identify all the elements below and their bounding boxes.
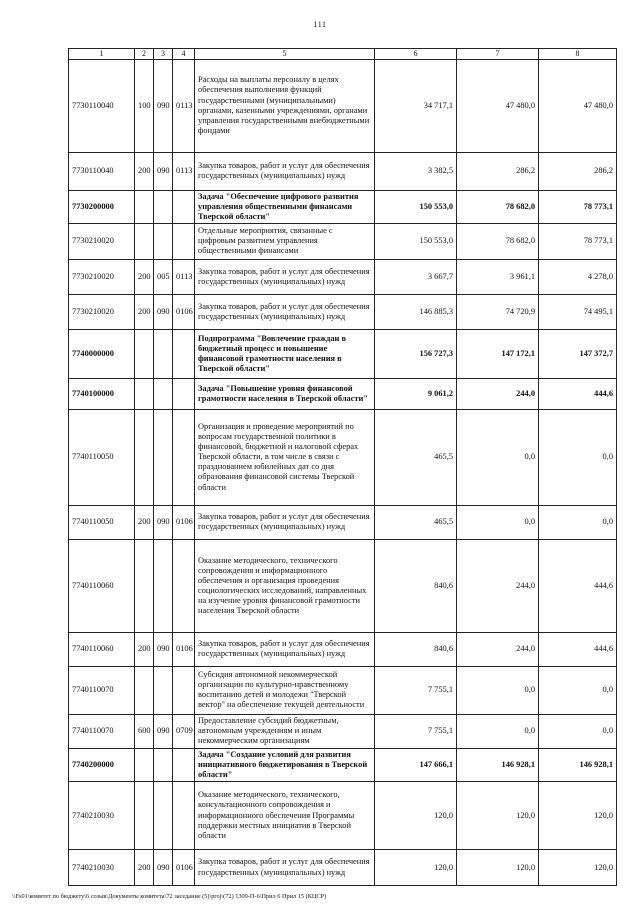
description-cell: Расходы на выплаты персоналу в целях обеспечения выполнения функций государственными (муниципальными) органами, казенными учреждениями, органами управления государственными внебюджетными фондами — [195, 59, 375, 152]
amount-year3-cell: 120,0 — [539, 782, 617, 850]
subsection-cell: 0113 — [173, 259, 195, 294]
section-cell — [154, 782, 173, 850]
subsection-cell — [173, 190, 195, 223]
amount-year2-cell: 3 961,1 — [457, 259, 539, 294]
budget-code-cell: 7730110040 — [69, 152, 135, 190]
amount-year1-cell: 465,5 — [375, 505, 457, 539]
expense-type-cell: 600 — [135, 714, 154, 748]
table-row — [69, 329, 617, 378]
amount-year3-cell: 78 773,1 — [539, 223, 617, 259]
description-cell: Закупка товаров, работ и услуг для обеспечения государственных (муниципальных) нужд — [195, 152, 375, 190]
amount-year3-cell: 286,2 — [539, 152, 617, 190]
section-cell — [154, 666, 173, 714]
description-cell: Закупка товаров, работ и услуг для обеспечения государственных (муниципальных) нужд — [195, 850, 375, 886]
table-row — [69, 505, 617, 539]
expense-type-cell — [135, 409, 154, 505]
section-cell: 005 — [154, 259, 173, 294]
expense-type-cell — [135, 378, 154, 409]
section-cell — [154, 748, 173, 781]
amount-year2-cell: 146 928,1 — [457, 748, 539, 781]
subsection-cell: 0709 — [173, 714, 195, 748]
section-cell: 090 — [154, 294, 173, 329]
budget-code-cell: 7740200000 — [69, 748, 135, 781]
section-cell — [154, 223, 173, 259]
amount-year1-cell: 465,5 — [375, 409, 457, 505]
section-cell — [154, 409, 173, 505]
column-header: 1 — [69, 49, 135, 60]
amount-year3-cell: 47 480,0 — [539, 59, 617, 152]
amount-year1-cell: 156 727,3 — [375, 329, 457, 378]
amount-year2-cell: 286,2 — [457, 152, 539, 190]
expense-type-cell: 200 — [135, 850, 154, 886]
amount-year2-cell: 0,0 — [457, 666, 539, 714]
expense-type-cell: 200 — [135, 152, 154, 190]
table-row — [69, 632, 617, 666]
amount-year1-cell: 150 553,0 — [375, 223, 457, 259]
table-row — [69, 539, 617, 632]
amount-year2-cell: 78 682,0 — [457, 223, 539, 259]
budget-code-cell: 7740110050 — [69, 505, 135, 539]
amount-year2-cell: 120,0 — [457, 850, 539, 886]
amount-year3-cell: 74 495,1 — [539, 294, 617, 329]
table-row — [69, 748, 617, 781]
column-header: 7 — [457, 49, 539, 60]
description-cell: Закупка товаров, работ и услуг для обеспечения государственных (муниципальных) нужд — [195, 632, 375, 666]
amount-year2-cell: 0,0 — [457, 505, 539, 539]
amount-year1-cell: 120,0 — [375, 782, 457, 850]
subsection-cell — [173, 539, 195, 632]
amount-year1-cell: 7 755,1 — [375, 666, 457, 714]
subsection-cell: 0106 — [173, 294, 195, 329]
column-header: 8 — [539, 49, 617, 60]
amount-year1-cell: 150 553,0 — [375, 190, 457, 223]
amount-year2-cell: 120,0 — [457, 782, 539, 850]
budget-code-cell: 7740110070 — [69, 714, 135, 748]
table-row — [69, 152, 617, 190]
table-row — [69, 259, 617, 294]
section-cell: 090 — [154, 632, 173, 666]
description-cell: Закупка товаров, работ и услуг для обеспечения государственных (муниципальных) нужд — [195, 505, 375, 539]
budget-code-cell: 7740110070 — [69, 666, 135, 714]
column-number-row — [69, 49, 617, 60]
amount-year1-cell: 120,0 — [375, 850, 457, 886]
file-path-footer: \\Fs01\комитет по бюджету\6 созыв\Документы комитета\72 заседание (5)\proj\(72) 1309-П-6\Прил 6 Прил 15 (КЦСР) — [12, 893, 327, 900]
subsection-cell: 0106 — [173, 850, 195, 886]
section-cell — [154, 539, 173, 632]
subsection-cell — [173, 329, 195, 378]
table-body — [69, 49, 617, 886]
description-cell: Задача "Обеспечение цифрового развития управления общественными финансами Тверской области" — [195, 190, 375, 223]
column-header: 2 — [135, 49, 154, 60]
page-number: 111 — [313, 20, 327, 29]
amount-year3-cell: 444,6 — [539, 539, 617, 632]
column-header: 6 — [375, 49, 457, 60]
amount-year3-cell: 146 928,1 — [539, 748, 617, 781]
amount-year3-cell: 0,0 — [539, 666, 617, 714]
table-row — [69, 59, 617, 152]
description-cell: Задача "Создание условий для развития инициативного бюджетирования в Тверской области" — [195, 748, 375, 781]
amount-year3-cell: 147 372,7 — [539, 329, 617, 378]
expense-type-cell — [135, 329, 154, 378]
budget-code-cell: 7730210020 — [69, 294, 135, 329]
section-cell: 090 — [154, 850, 173, 886]
budget-code-cell: 7730110040 — [69, 59, 135, 152]
subsection-cell: 0106 — [173, 505, 195, 539]
expense-type-cell: 200 — [135, 505, 154, 539]
section-cell: 090 — [154, 714, 173, 748]
amount-year2-cell: 244,0 — [457, 378, 539, 409]
description-cell: Закупка товаров, работ и услуг для обеспечения государственных (муниципальных) нужд — [195, 259, 375, 294]
amount-year2-cell: 244,0 — [457, 539, 539, 632]
expense-type-cell: 200 — [135, 294, 154, 329]
expense-type-cell — [135, 190, 154, 223]
amount-year1-cell: 146 885,3 — [375, 294, 457, 329]
amount-year1-cell: 147 666,1 — [375, 748, 457, 781]
subsection-cell — [173, 748, 195, 781]
subsection-cell: 0113 — [173, 152, 195, 190]
amount-year3-cell: 0,0 — [539, 714, 617, 748]
table-row — [69, 850, 617, 886]
description-cell: Субсидия автономной некоммерческой организации по культурно-нравственному воспитанию детей и молодежи "Тверской вектор" на обеспечение текущей деятельности — [195, 666, 375, 714]
amount-year3-cell: 0,0 — [539, 409, 617, 505]
subsection-cell — [173, 223, 195, 259]
column-header: 4 — [173, 49, 195, 60]
amount-year1-cell: 840,6 — [375, 632, 457, 666]
amount-year2-cell: 74 720,9 — [457, 294, 539, 329]
table-row — [69, 714, 617, 748]
subsection-cell: 0106 — [173, 632, 195, 666]
expense-type-cell — [135, 782, 154, 850]
section-cell — [154, 378, 173, 409]
amount-year3-cell: 0,0 — [539, 505, 617, 539]
column-header: 5 — [195, 49, 375, 60]
table-row — [69, 782, 617, 850]
expense-type-cell: 200 — [135, 259, 154, 294]
amount-year3-cell: 120,0 — [539, 850, 617, 886]
budget-code-cell: 7740110060 — [69, 632, 135, 666]
table-row — [69, 190, 617, 223]
description-cell: Закупка товаров, работ и услуг для обеспечения государственных (муниципальных) нужд — [195, 294, 375, 329]
expense-type-cell: 100 — [135, 59, 154, 152]
subsection-cell — [173, 782, 195, 850]
amount-year2-cell: 47 480,0 — [457, 59, 539, 152]
column-header: 3 — [154, 49, 173, 60]
section-cell: 090 — [154, 59, 173, 152]
budget-code-cell: 7730200000 — [69, 190, 135, 223]
budget-code-cell: 7730210020 — [69, 259, 135, 294]
section-cell — [154, 329, 173, 378]
table-row — [69, 223, 617, 259]
expense-type-cell — [135, 666, 154, 714]
description-cell: Предоставление субсидий бюджетным, автономным учреждениям и иным некоммерческим организациям — [195, 714, 375, 748]
amount-year1-cell: 34 717,1 — [375, 59, 457, 152]
amount-year2-cell: 147 172,1 — [457, 329, 539, 378]
description-cell: Отдельные мероприятия, связанные с цифровым развитием управления общественными финансами — [195, 223, 375, 259]
amount-year2-cell: 78 682,0 — [457, 190, 539, 223]
section-cell — [154, 190, 173, 223]
budget-table — [68, 48, 617, 886]
section-cell: 090 — [154, 152, 173, 190]
expense-type-cell — [135, 223, 154, 259]
amount-year2-cell: 244,0 — [457, 632, 539, 666]
amount-year3-cell: 444,6 — [539, 378, 617, 409]
amount-year3-cell: 78 773,1 — [539, 190, 617, 223]
amount-year1-cell: 7 755,1 — [375, 714, 457, 748]
subsection-cell — [173, 409, 195, 505]
amount-year3-cell: 444,6 — [539, 632, 617, 666]
budget-code-cell: 7730210020 — [69, 223, 135, 259]
subsection-cell — [173, 666, 195, 714]
description-cell: Оказание методического, технического сопровождения и информационного обеспечения и организация проведения социологических исследований, направленных на изучение уровня финансовой грамотности населения Тверской области — [195, 539, 375, 632]
budget-code-cell: 7740110050 — [69, 409, 135, 505]
description-cell: Оказание методического, технического, консультационного сопровождения и информационного обеспечения Программы поддержки местных инициатив в Тверской области — [195, 782, 375, 850]
budget-code-cell: 7740000000 — [69, 329, 135, 378]
subsection-cell — [173, 378, 195, 409]
expense-type-cell — [135, 539, 154, 632]
amount-year3-cell: 4 278,0 — [539, 259, 617, 294]
description-cell: Организация и проведение мероприятий по вопросам государственной политики в финансовой, бюджетной и налоговой сферах Тверской области, в том числе в связи с празднованием юбилейных дат со дня образования финансовой системы Тверской области — [195, 409, 375, 505]
budget-code-cell: 7740100000 — [69, 378, 135, 409]
expense-type-cell — [135, 748, 154, 781]
amount-year1-cell: 840,6 — [375, 539, 457, 632]
table-row — [69, 409, 617, 505]
description-cell: Подпрограмма "Вовлечение граждан в бюджетный процесс и повышение финансовой грамотности населения в Тверской области" — [195, 329, 375, 378]
amount-year1-cell: 3 382,5 — [375, 152, 457, 190]
amount-year1-cell: 3 667,7 — [375, 259, 457, 294]
table-row — [69, 666, 617, 714]
amount-year2-cell: 0,0 — [457, 409, 539, 505]
budget-code-cell: 7740210030 — [69, 850, 135, 886]
table-row — [69, 294, 617, 329]
expense-type-cell: 200 — [135, 632, 154, 666]
amount-year1-cell: 9 061,2 — [375, 378, 457, 409]
section-cell: 090 — [154, 505, 173, 539]
subsection-cell: 0113 — [173, 59, 195, 152]
amount-year2-cell: 0,0 — [457, 714, 539, 748]
budget-code-cell: 7740210030 — [69, 782, 135, 850]
table-row — [69, 378, 617, 409]
description-cell: Задача "Повышение уровня финансовой грамотности населения в Тверской области" — [195, 378, 375, 409]
budget-code-cell: 7740110060 — [69, 539, 135, 632]
